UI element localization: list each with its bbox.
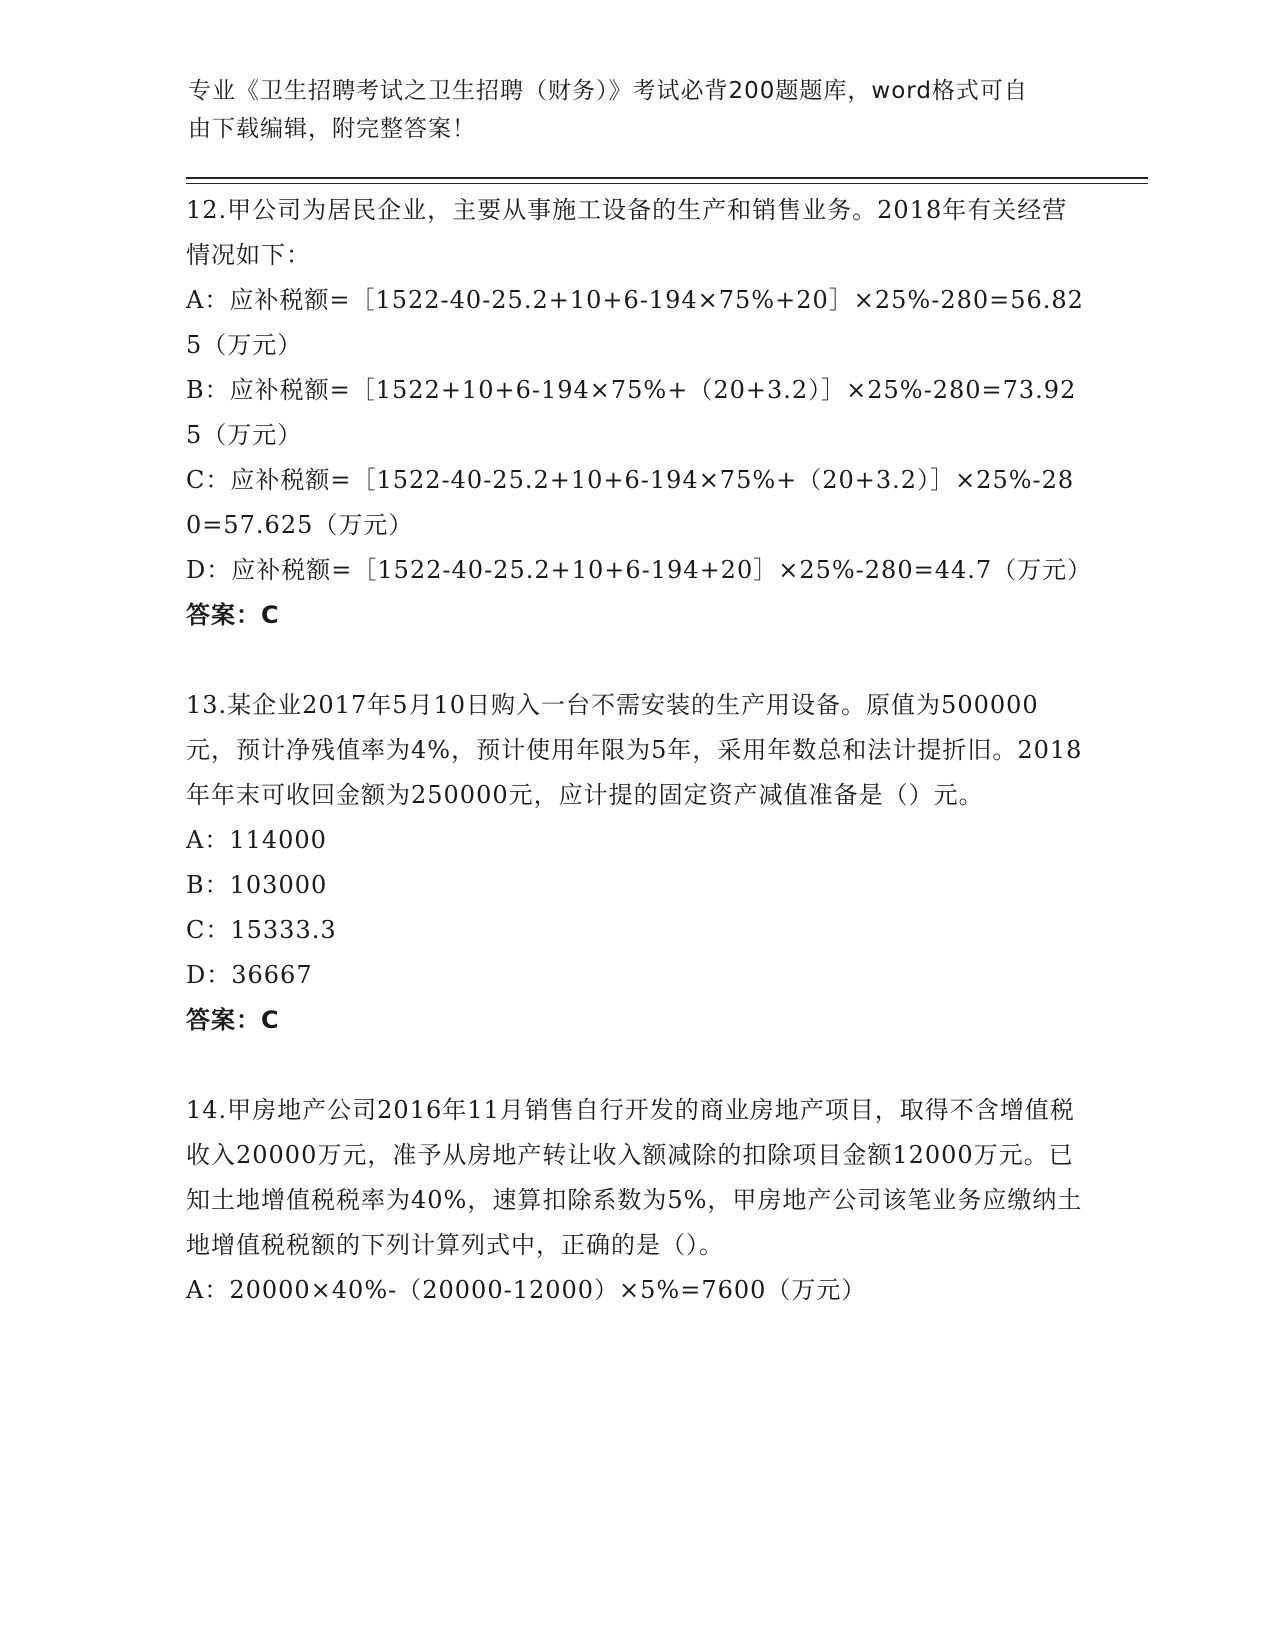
option-a: A：应补税额=［1522-40-25.2+10+6-194×75%+20］×25%-280=56.825（万元） <box>186 286 1084 359</box>
answer: 答案：C <box>186 601 280 629</box>
question-stem: 12.甲公司为居民企业，主要从事施工设备的生产和销售业务。2018年有关经营情况如下： <box>186 196 1068 269</box>
option-d: D：36667 <box>186 961 313 989</box>
option-a: A：114000 <box>186 826 327 854</box>
question-stem: 14.甲房地产公司2016年11月销售自行开发的商业房地产项目，取得不含增值税收入20000万元，准予从房地产转让收入额减除的扣除项目金额12000万元。已知土地增值税税率为40%，速算扣除系数为5%，甲房地产公司该笔业务应缴纳土地增值税税额的下列计算列式中，正确的是（）。 <box>186 1096 1083 1259</box>
header-title-line-1: 专业《卫生招聘考试之卫生招聘（财务）》考试必背200题题库，word格式可自 <box>188 78 1028 104</box>
document-header <box>188 72 1068 148</box>
answer: 答案：C <box>186 1006 280 1034</box>
header-title-line-2: 由下载编辑，附完整答案！ <box>188 116 476 142</box>
question-list <box>186 188 1093 1313</box>
header-divider-thick <box>186 177 1148 179</box>
question-spacer <box>186 638 1086 683</box>
question-12 <box>186 188 1093 638</box>
option-b: B：应补税额=［1522+10+6-194×75%+（20+3.2）］×25%-280=73.925（万元） <box>186 376 1077 449</box>
question-spacer <box>186 1043 1086 1088</box>
option-a: A：20000×40%-（20000-12000）×5%=7600（万元） <box>186 1276 867 1304</box>
option-c: C：15333.3 <box>186 916 337 944</box>
option-c: C：应补税额=［1522-40-25.2+10+6-194×75%+（20+3.2）］×25%-280=57.625（万元） <box>186 466 1075 539</box>
option-b: B：103000 <box>186 871 328 899</box>
question-13 <box>186 683 1086 1043</box>
option-d: D：应补税额=［1522-40-25.2+10+6-194+20］×25%-280=44.7（万元） <box>186 556 1093 584</box>
question-14 <box>186 1088 1086 1313</box>
header-divider-thin <box>186 183 1148 184</box>
question-stem: 13.某企业2017年5月10日购入一台不需安装的生产用设备。原值为500000元，预计净残值率为4%，预计使用年限为5年，采用年数总和法计提折旧。2018年年末可收回金额为250000元，应计提的固定资产减值准备是（）元。 <box>186 691 1083 809</box>
